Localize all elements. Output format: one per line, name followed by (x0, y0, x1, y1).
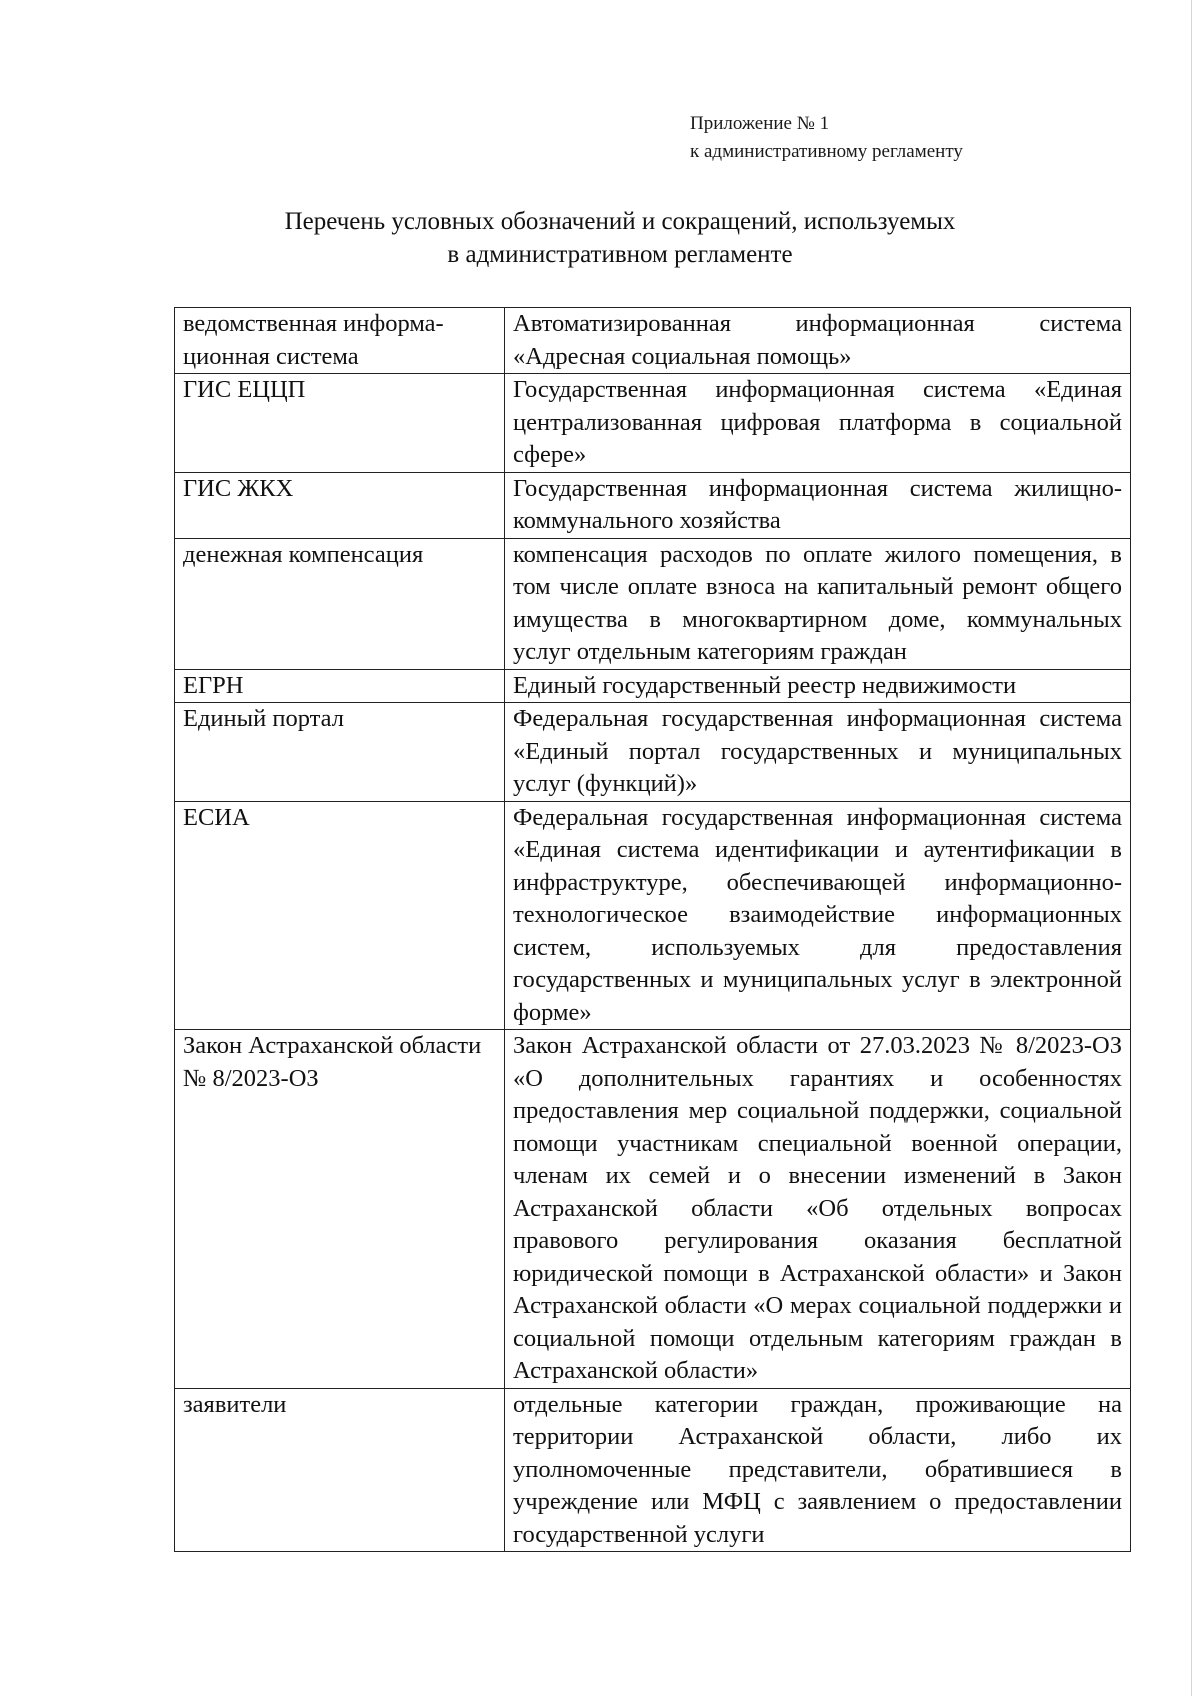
abbreviations-table (174, 307, 1131, 1552)
document-title-line-1: Перечень условных обозначений и сокращений, используемых (284, 208, 956, 235)
document-title (240, 205, 1000, 271)
table-row (175, 472, 1131, 538)
appendix-number: Приложение № 1 (690, 113, 830, 134)
definition-cell: Федеральная государственная информационная система «Единая система идентификации и аутентификации в инфраструктуре, обеспечивающей информационно-технологическое взаимодействие информационных систем, используемых для предоставления государственных и муниципальных услуг в электронной форме» (505, 801, 1131, 1030)
appendix-note (690, 110, 963, 166)
table-row (175, 374, 1131, 473)
table-row (175, 1030, 1131, 1389)
table-row (175, 703, 1131, 802)
definition-cell: Единый государственный реестр недвижимости (505, 669, 1131, 703)
definition-cell: Автоматизированная информационная система «Адресная социальная помощь» (505, 308, 1131, 374)
scan-edge-line (1191, 0, 1192, 1696)
table-row (175, 308, 1131, 374)
term-cell: заявители (175, 1388, 505, 1552)
term-cell: денежная компенсация (175, 538, 505, 669)
term-cell: ГИС ЕЦЦП (175, 374, 505, 473)
term-cell: Закон Астраханской области № 8/2023-ОЗ (175, 1030, 505, 1389)
table-row (175, 669, 1131, 703)
definition-cell: отдельные категории граждан, проживающие на территории Астраханской области, либо их уполномоченные представители, обратившиеся в учреждение или МФЦ с заявлением о предоставлении государственной услуги (505, 1388, 1131, 1552)
term-cell: ЕГРН (175, 669, 505, 703)
table-row (175, 801, 1131, 1030)
term-cell: ЕСИА (175, 801, 505, 1030)
term-cell: ведомственная информационная система (175, 308, 505, 374)
definition-cell: Закон Астраханской области от 27.03.2023 № 8/2023-ОЗ «О дополнительных гарантиях и особенностях предоставления мер социальной поддержки, социальной помощи участникам специальной военной операции, членам их семей и о внесении изменений в Закон Астраханской области «Об отдельных вопросах правового регулирования оказания бесплатной юридической помощи в Астраханской области» и Закон Астраханской области «О мерах социальной поддержки и социальной помощи отдельным категориям граждан в Астраханской области» (505, 1030, 1131, 1389)
definition-cell: Государственная информационная система жилищно-коммунального хозяйства (505, 472, 1131, 538)
definition-cell: компенсация расходов по оплате жилого помещения, в том числе оплате взноса на капитальный ремонт общего имущества в многоквартирном доме, коммунальных услуг отдельным категориям граждан (505, 538, 1131, 669)
definition-cell: Государственная информационная система «Единая централизованная цифровая платформа в социальной сфере» (505, 374, 1131, 473)
table-row (175, 538, 1131, 669)
appendix-reference: к административному регламенту (690, 141, 963, 162)
table-row (175, 1388, 1131, 1552)
definition-cell: Федеральная государственная информационная система «Единый портал государственных и муниципальных услуг (функций)» (505, 703, 1131, 802)
term-cell: Единый портал (175, 703, 505, 802)
document-title-line-2: в административном регламенте (447, 241, 793, 268)
term-cell: ГИС ЖКХ (175, 472, 505, 538)
